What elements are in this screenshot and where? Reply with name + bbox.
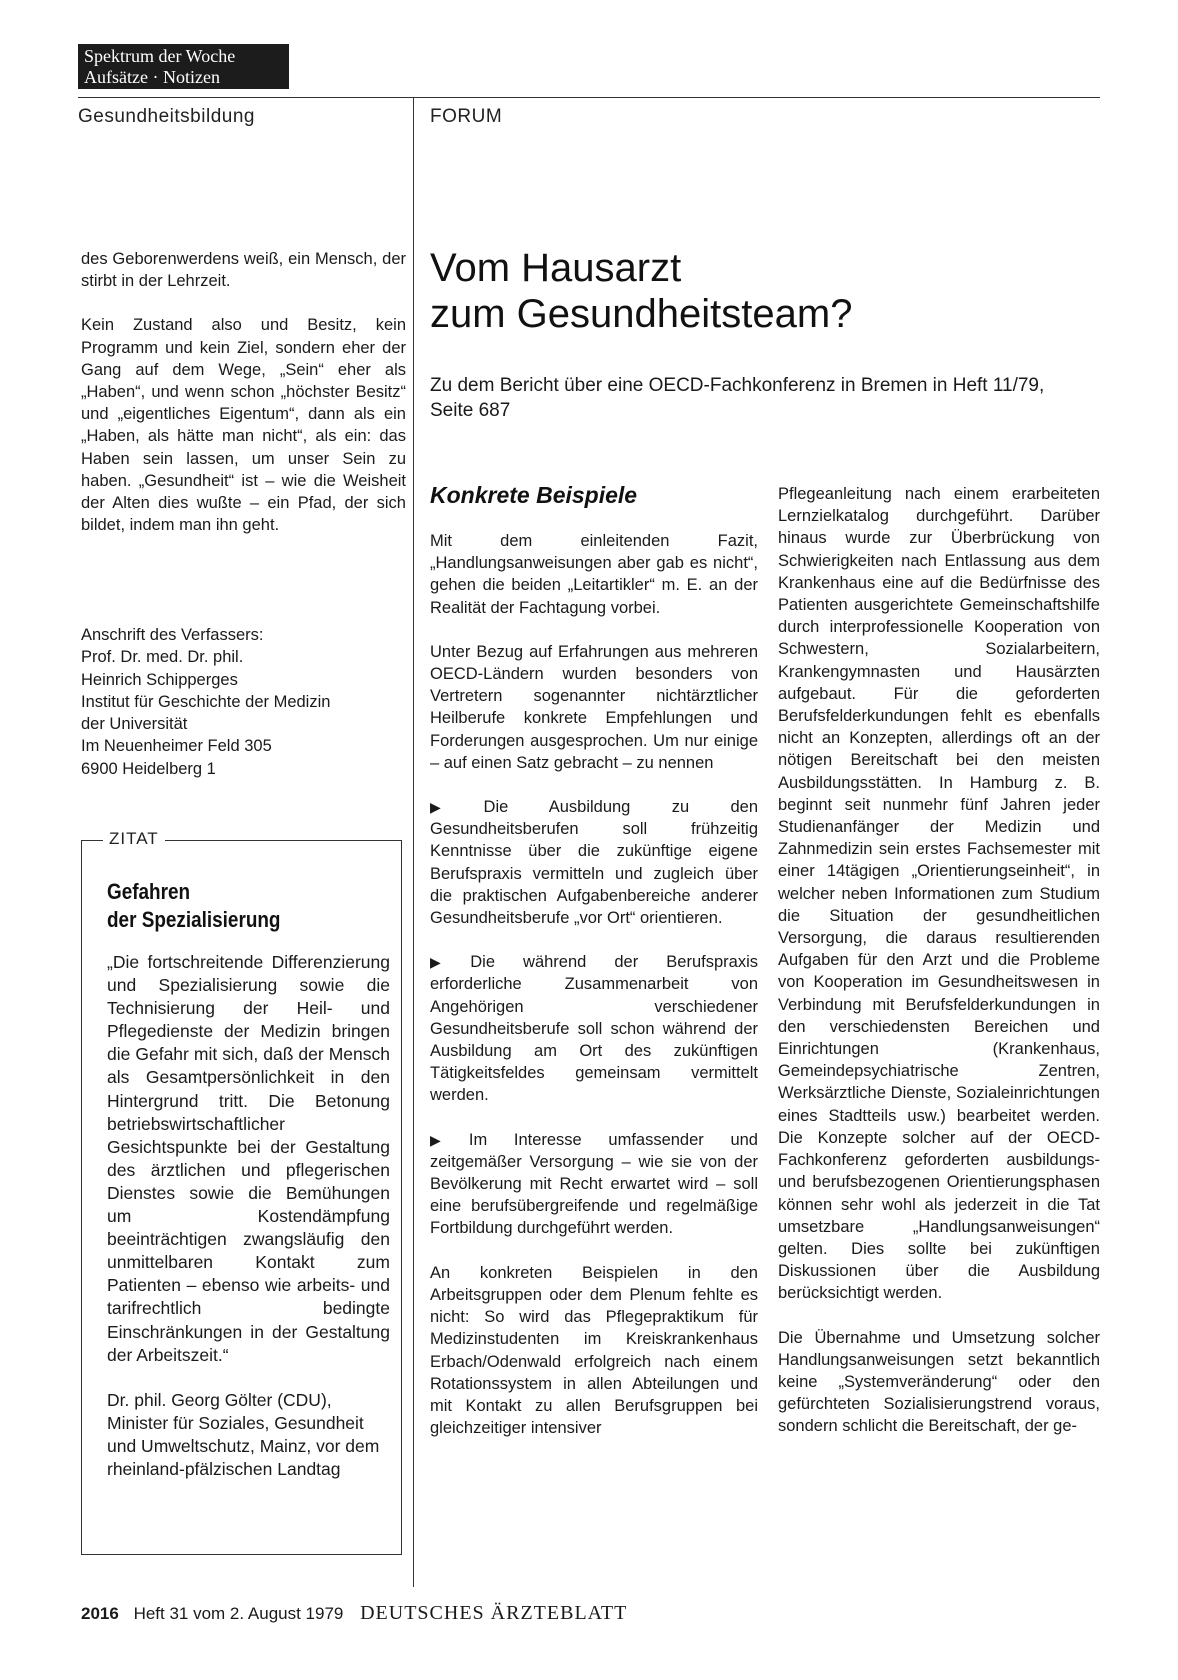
bullet-item (430, 796, 758, 929)
zitat-body (107, 951, 390, 1503)
issue-info: Heft 31 vom 2. August 1979 (133, 1604, 344, 1623)
bullet-triangle-icon: ▶ (430, 799, 478, 816)
rubric-left: Gesundheitsbildung (78, 106, 255, 127)
bullet-triangle-icon: ▶ (430, 1131, 463, 1148)
bullet-item (430, 1129, 758, 1240)
journal-name: DEUTSCHES ÄRZTEBLATT (360, 1602, 628, 1624)
column-divider (413, 97, 414, 1587)
bullet-item (430, 951, 758, 1106)
zitat-label: ZITAT (103, 829, 165, 849)
address-line: 6900 Heidelberg 1 (81, 759, 216, 778)
article-headline (430, 245, 1070, 337)
section-heading: Konkrete Beispiele (430, 482, 638, 508)
rubric-right: FORUM (430, 106, 503, 127)
paragraph: des Geborenwerdens weiß, ein Mensch, der stirbt in der Lehrzeit. (81, 250, 406, 291)
bullet-text: Im Interesse umfassender und zeitgemäßer Versorgung – wie sie von der Bevölkerung mit Recht erwartet wird – soll eine berufsübergreifende und regelmäßige Fortbildung durchgeführt werden. (430, 1130, 758, 1238)
zitat-title-line-2: der Spezialisierung (107, 907, 281, 932)
author-address (81, 624, 406, 780)
headline-line-1: Vom Hausarzt (430, 246, 682, 290)
article-subhead: Zu dem Bericht über eine OECD-Fachkonferenz in Bremen in Heft 11/79, Seite 687 (430, 375, 1045, 421)
zitat-title (107, 878, 348, 934)
masthead-line-1: Spektrum der Woche (84, 46, 236, 66)
article-column-middle (430, 530, 758, 1439)
masthead (78, 44, 289, 89)
address-line: Prof. Dr. med. Dr. phil. (81, 648, 244, 667)
address-line: Heinrich Schipperges (81, 670, 238, 689)
zitat-source: Dr. phil. Georg Gölter (CDU), Minister für Soziales, Gesundheit und Umweltschutz, Mainz, vor dem rheinland-pfälzischen Landtag (107, 1389, 380, 1479)
masthead-line-2: Aufsätze · Notizen (84, 67, 220, 87)
bullet-text: Die während der Berufspraxis erforderliche Zusammenarbeit von Angehörigen verschiedener Gesundheitsberufe soll schon während der Ausbildung am Ort des zukünftigen Tätigkeitsfeldes gemeinsam vermittelt werden. (430, 953, 758, 1105)
paragraph: Pflegeanleitung nach einem erarbeiteten Lernzielkatalog durchgeführt. Darüber hinaus wurde zur Überbrückung von Schwierigkeiten nach Entlassung aus dem Krankenhaus eine auf die Bedürfnisse des Patienten ausgerichtete Gemeinschaftshilfe durch interprofessionelle Kooperation von Schwestern, Sozialarbeitern, Krankengymnasten und Hausärzten aufgebaut. Für die geforderten Berufsfelderkundungen fehlt es ebenfalls nicht an Konzepten, allerdings oft an der nötigen Bereitschaft bei den meisten Ausbildungsstätten. In Hamburg z. B. beginnt seit nunmehr fünf Jahren jeder Studienanfänger der Medizin und Zahnmedizin sein erstes Fachsemester mit einer 14tägigen „Orientierungseinheit“, in welcher neben Informationen zum Studium die Situation der gesundheitlichen Versorgung, die daraus resultierenden Aufgaben für den Arzt und die Probleme von Kooperation im Gesundheitswesen in Verbindung mit Berufsfelderkundungen in den verschiedensten Bereichen und Einrichtungen (Krankenhaus, Gemeindepsychiatrische Zentren, Werksärztliche Dienste, Sozialeinrichtungen eines Stadtteils usw.) bearbeitet werden. Die Konzepte solcher auf der OECD-Fachkonferenz geforderten ausbildungs- und berufsbezogenen Orientierungsphasen können sehr wohl als jederzeit in die Tat umsetzbare „Handlungsanweisungen“ gelten. Dies sollte bei zukünftigen Diskussionen über die Ausbildung berücksichtigt werden. (778, 485, 1100, 1303)
left-column-text (81, 248, 406, 558)
top-rule (78, 97, 1100, 98)
address-line: Im Neuenheimer Feld 305 (81, 737, 272, 756)
address-line: Anschrift des Verfassers: (81, 626, 264, 644)
address-line: Institut für Geschichte der Medizin (81, 692, 331, 711)
page-number: 2016 (81, 1604, 119, 1623)
article-column-right (778, 483, 1100, 1438)
headline-line-2: zum Gesundheitsteam? (430, 292, 853, 336)
paragraph: Die Übernahme und Umsetzung solcher Handlungsanweisungen setzt bekanntlich keine „Systemveränderung“ oder den gefürchteten Sozialisierungstrend voraus, sondern schlicht die Bereitschaft, der ge- (778, 1328, 1100, 1436)
address-line: der Universität (81, 715, 188, 734)
page-footer (81, 1602, 627, 1625)
bullet-triangle-icon: ▶ (430, 954, 465, 971)
zitat-title-line-1: Gefahren (107, 879, 191, 904)
paragraph: An konkreten Beispielen in den Arbeitsgruppen oder dem Plenum fehlte es nicht: So wird das Pflegepraktikum für Medizinstudenten im Kreiskrankenhaus Erbach/Odenwald erfolgreich nach einem Rotationssystem in allen Abteilungen und mit Kontakt zu allen Berufsgruppen bei gleichzeitiger intensiver (430, 1263, 758, 1438)
bullet-text: Die Ausbildung zu den Gesundheitsberufen soll frühzeitig Kenntnisse über die zukünftige eigene Berufspraxis vermitteln und zugleich über die praktischen Aufgabenbereiche anderer Gesundheitsberufe „vor Ort“ orientieren. (430, 798, 758, 928)
paragraph: Kein Zustand also und Besitz, kein Programm und kein Ziel, sondern eher der Gang auf dem Wege, „Sein“ eher als „Haben“, und wenn schon „höchster Besitz“ und „eigentliches Eigentum“, dann als ein „Haben, als hätte man nicht“, als ein: das Haben sein lassen, um unser Sein zu haben. „Gesundheit“ ist – wie die Weisheit der Alten dies wußte – ein Pfad, der sich bildet, indem man ihn geht. (81, 316, 406, 535)
zitat-quote: „Die fortschreitende Differenzierung und Spezialisierung sowie die Technisierung der Heil- und Pflegedienste der Medizin bringen die Gefahr mit sich, daß der Mensch als Gesamtpersönlichkeit in den Hintergrund tritt. Die Betonung betriebswirtschaftlicher Gesichtspunkte bei der Gestaltung des ärztlichen und pflegerischen Dienstes sowie die Bemühungen um Kostendämpfung beeinträchtigen zwangsläufig den unmittelbaren Kontakt zum Patienten – ebenso wie arbeits- und tarifrechtlich bedingte Einschränkungen in der Gestaltung der Arbeitszeit.“ (107, 952, 390, 1365)
paragraph: Unter Bezug auf Erfahrungen aus mehreren OECD-Ländern wurden besonders von Vertretern sogenannter nichtärztlicher Heilberufe konkrete Empfehlungen und Forderungen ausgesprochen. Um nur einige – auf einen Satz gebracht – zu nennen (430, 642, 758, 772)
paragraph: Mit dem einleitenden Fazit, „Handlungsanweisungen aber gab es nicht“, gehen die beiden „Leitartikler“ m. E. an der Realität der Fachtagung vorbei. (430, 532, 758, 617)
